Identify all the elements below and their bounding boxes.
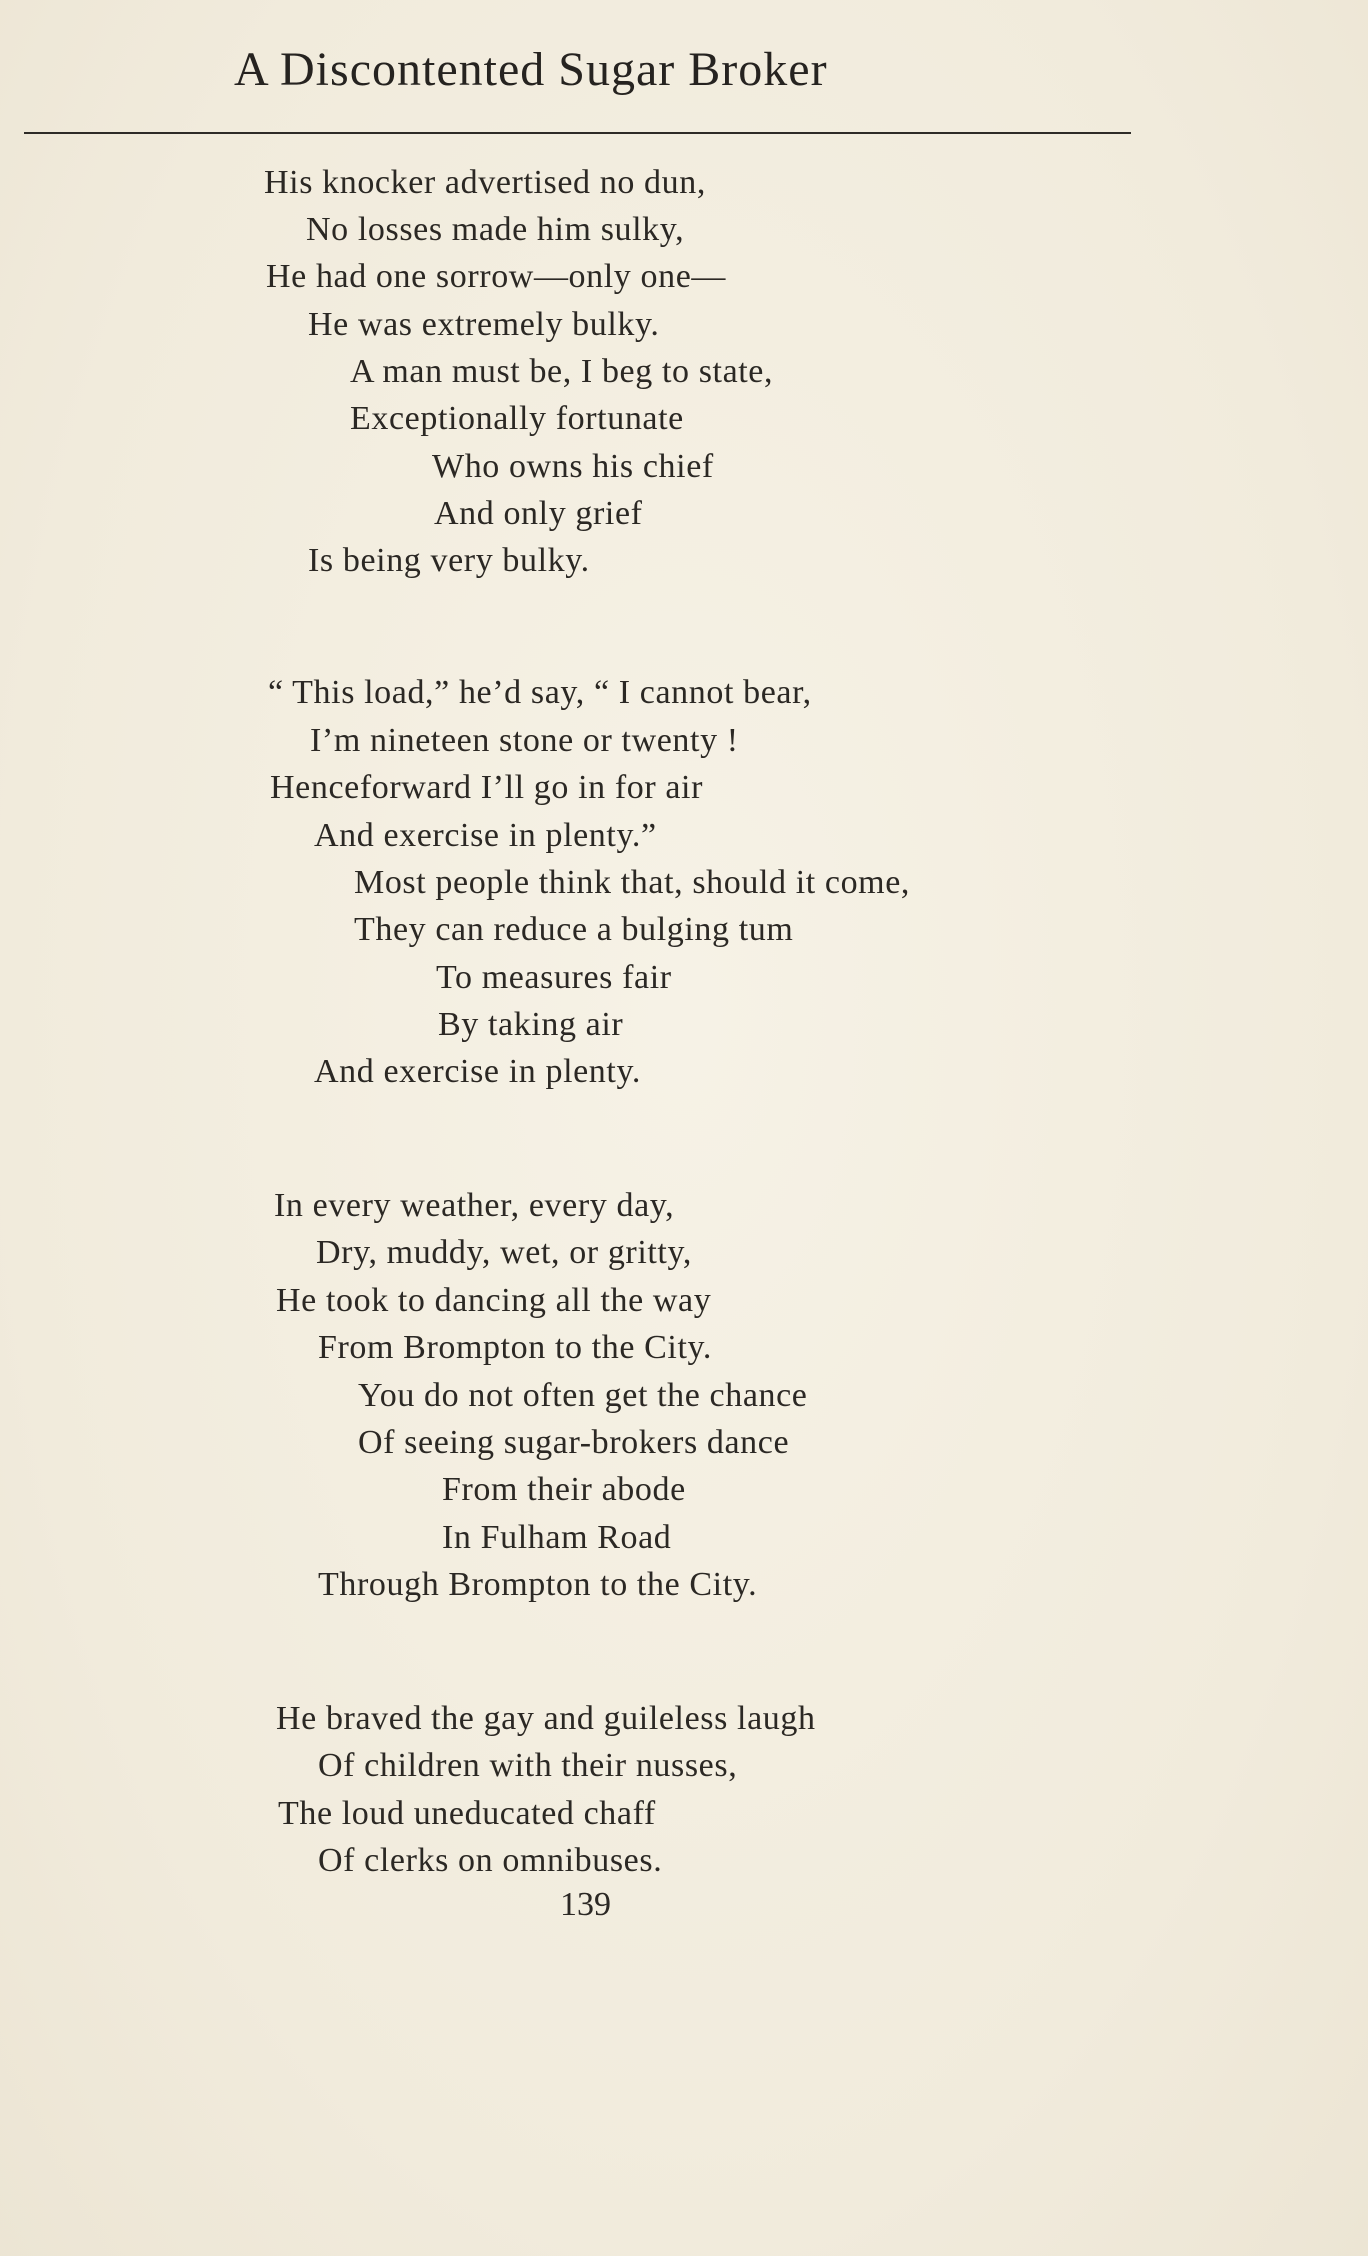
- poem-line: Through Brompton to the City.: [318, 1566, 758, 1603]
- poem-line: From Brompton to the City.: [318, 1329, 713, 1366]
- poem-line: I’m nineteen stone or twenty !: [310, 722, 739, 759]
- poem-line: Dry, muddy, wet, or gritty,: [316, 1234, 692, 1271]
- poem-line: And exercise in plenty.: [314, 1053, 641, 1090]
- poem-line: In Fulham Road: [442, 1519, 672, 1556]
- poem-line: To measures fair: [436, 959, 672, 996]
- poem-line: Henceforward I’ll go in for air: [270, 769, 704, 806]
- poem-line: Most people think that, should it come,: [354, 864, 911, 901]
- running-header: A Discontented Sugar Broker: [234, 43, 828, 96]
- poem-line: They can reduce a bulging tum: [354, 911, 794, 948]
- poem-line: He took to dancing all the way: [276, 1282, 712, 1319]
- poem-line: He was extremely bulky.: [308, 306, 660, 343]
- poem-line: By taking air: [438, 1006, 624, 1043]
- poem-line: And only grief: [434, 495, 643, 532]
- poem-line: A man must be, I beg to state,: [350, 353, 774, 390]
- poem-line: Exceptionally fortunate: [350, 400, 684, 437]
- poem-line: In every weather, every day,: [274, 1187, 675, 1224]
- poem-line: He had one sorrow—only one—: [266, 258, 726, 295]
- poem-line: Who owns his chief: [432, 448, 714, 485]
- poem-line: You do not often get the chance: [358, 1377, 808, 1414]
- poem-line: His knocker advertised no dun,: [264, 164, 706, 201]
- poem-line: He braved the gay and guileless laugh: [276, 1700, 816, 1737]
- poem-line: From their abode: [442, 1471, 686, 1508]
- poem-line: Is being very bulky.: [308, 542, 590, 579]
- poem-line: The loud uneducated chaff: [278, 1795, 656, 1832]
- poem-line: No losses made him sulky,: [306, 211, 685, 248]
- poem-line: Of seeing sugar-brokers dance: [358, 1424, 790, 1461]
- poem-line: And exercise in plenty.”: [314, 817, 657, 854]
- poem-line: “ This load,” he’d say, “ I cannot bear,: [268, 674, 812, 711]
- header-rule: [24, 132, 1131, 134]
- poem-line: Of children with their nusses,: [318, 1747, 738, 1784]
- poem-line: Of clerks on omnibuses.: [318, 1842, 663, 1879]
- page-number: 139: [560, 1886, 611, 1923]
